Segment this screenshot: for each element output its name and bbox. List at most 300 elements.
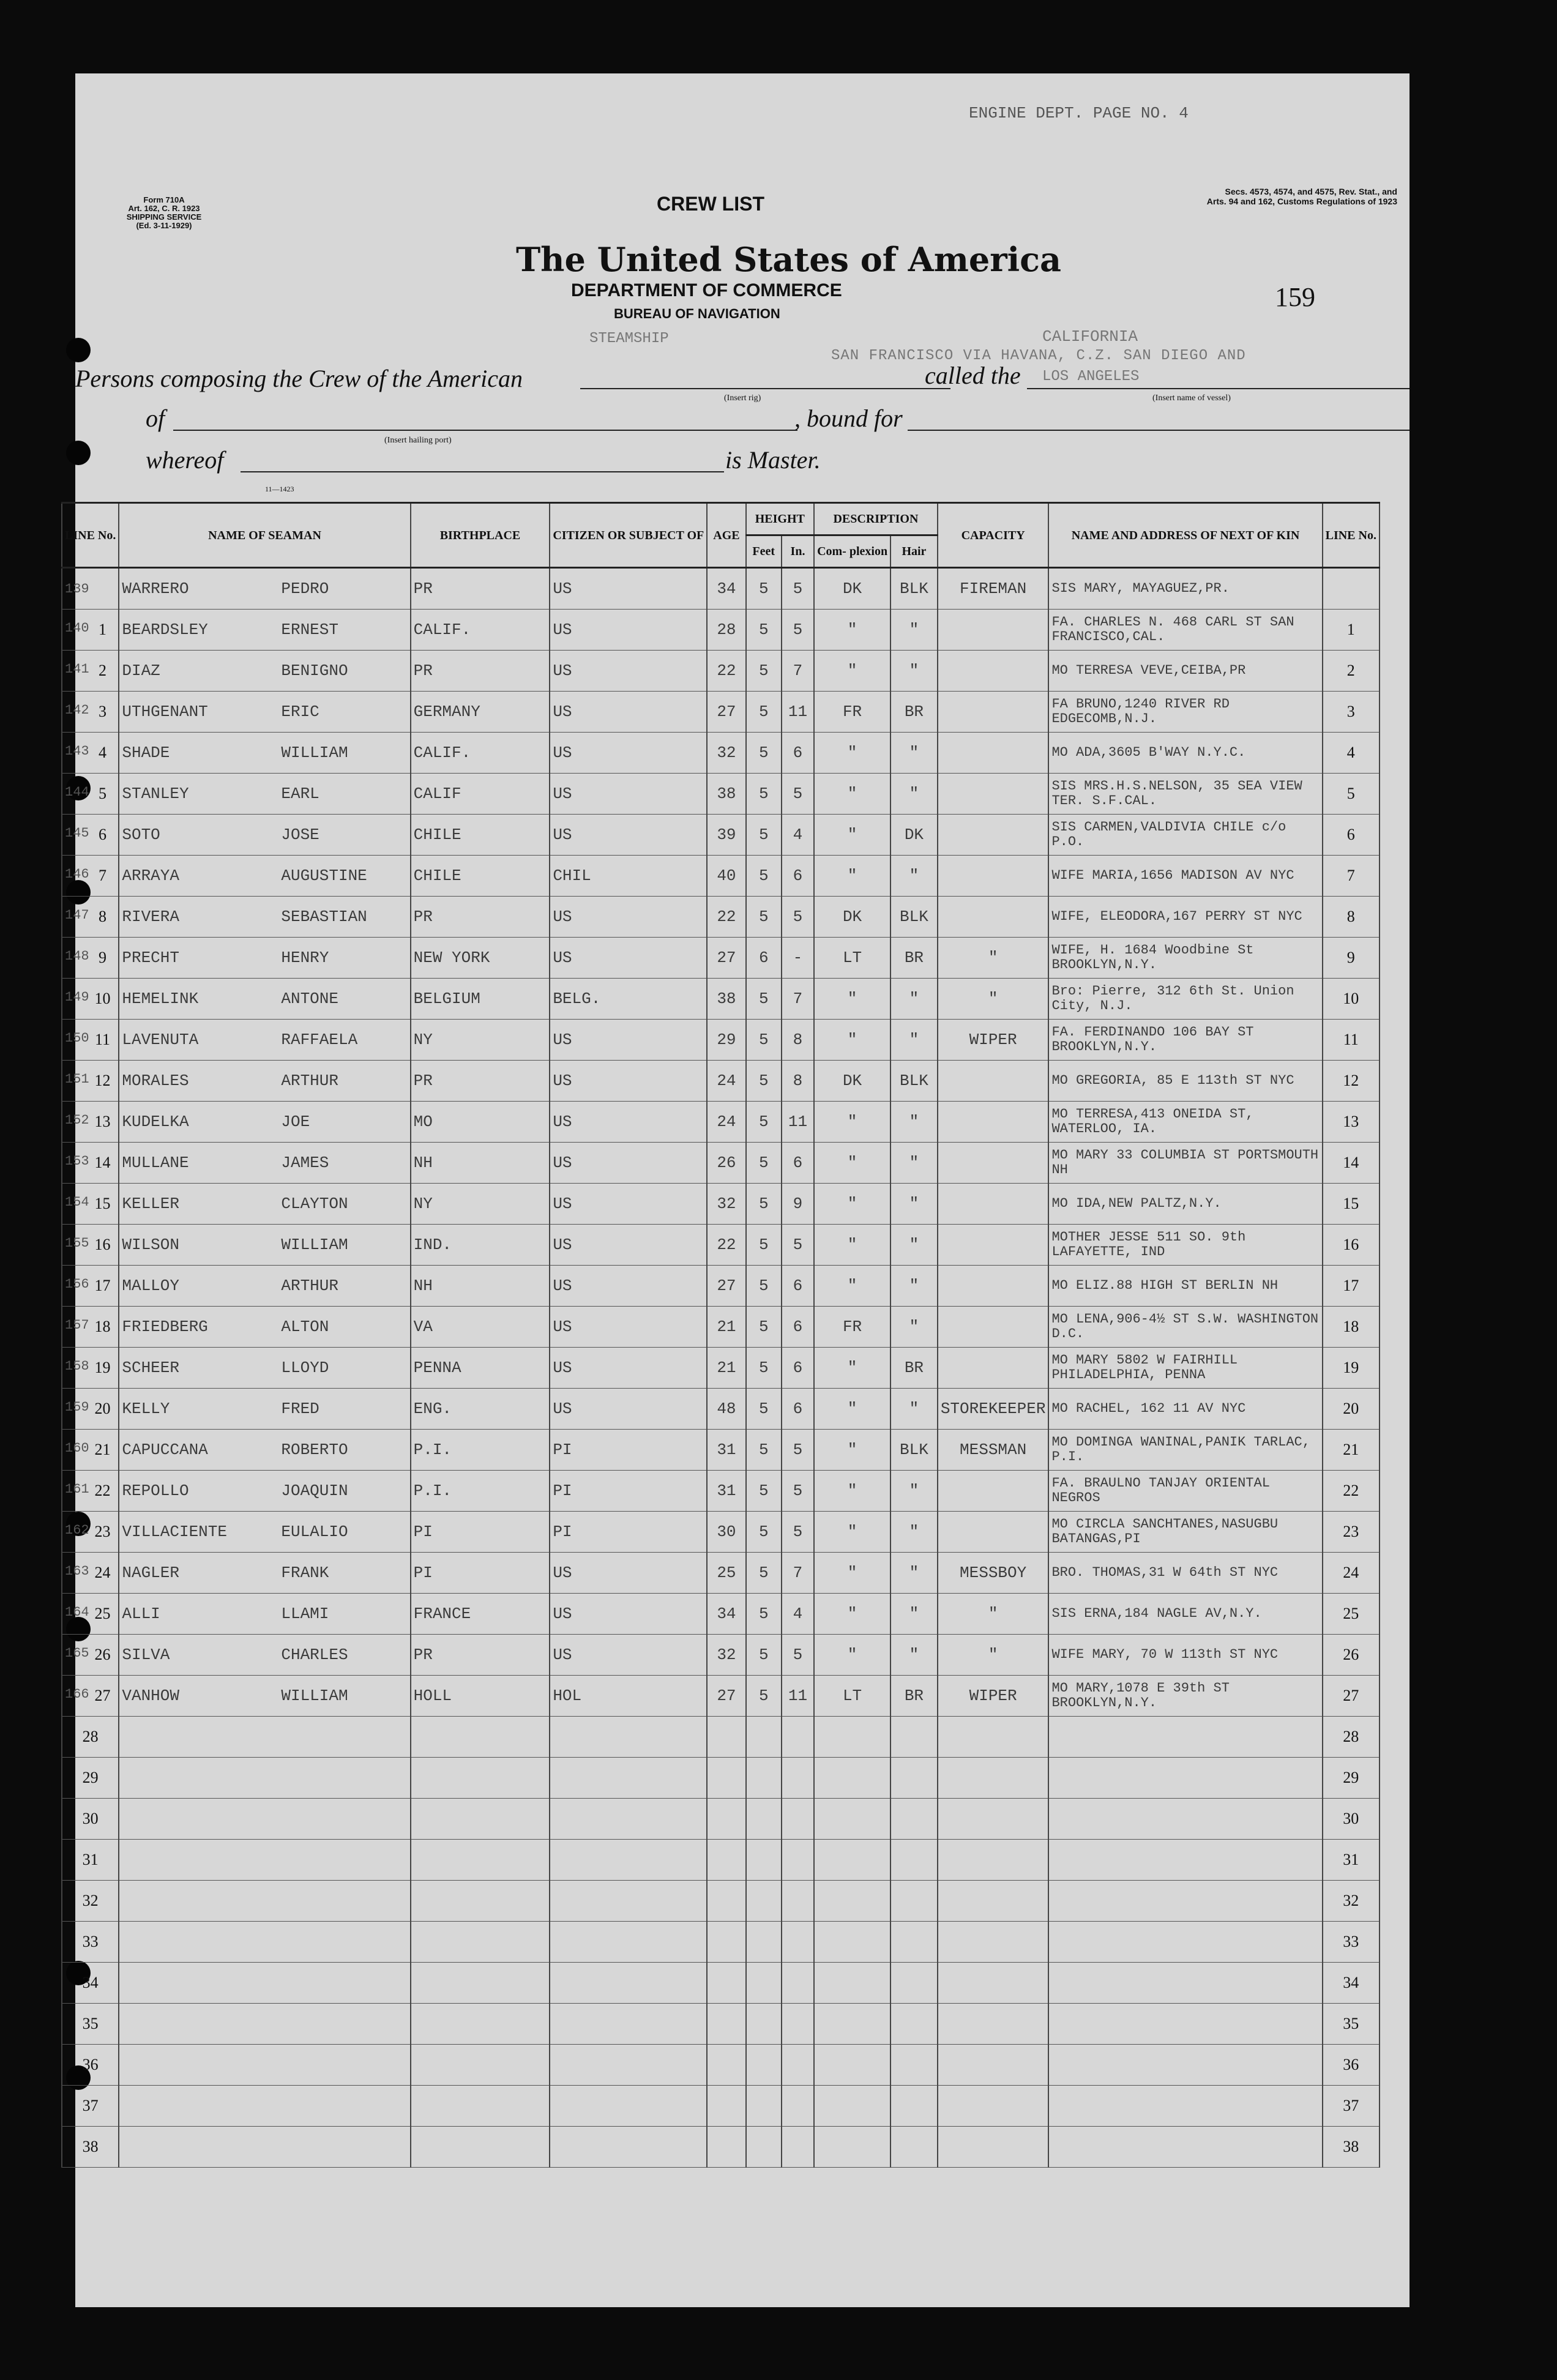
citizen-cell: US bbox=[550, 1184, 707, 1225]
line-number bbox=[62, 1963, 119, 2004]
capacity-cell: " bbox=[938, 1635, 1049, 1676]
statute-line-2: Arts. 94 and 162, Customs Regulations of 1923 bbox=[1206, 196, 1397, 206]
age-cell bbox=[707, 2086, 745, 2127]
birthplace-cell bbox=[411, 1881, 550, 1922]
line-number bbox=[62, 2127, 119, 2168]
surname: REPOLLO bbox=[122, 1482, 189, 1500]
table-row bbox=[62, 1553, 1380, 1594]
given-name: JOAQUIN bbox=[281, 1482, 348, 1500]
age-cell bbox=[707, 1881, 745, 1922]
height-feet-cell bbox=[746, 1922, 782, 1963]
capacity-cell bbox=[938, 1471, 1049, 1512]
complexion-cell bbox=[814, 1922, 891, 1963]
prior-line-number: 146 bbox=[65, 867, 89, 882]
col-line-no-right: LINE No. bbox=[1323, 503, 1380, 568]
birthplace-cell bbox=[411, 1799, 550, 1840]
height-feet-cell: 5 bbox=[746, 1635, 782, 1676]
next-of-kin-cell: MO DOMINGA WANINAL,PANIK TARLAC, P.I. bbox=[1048, 1430, 1322, 1471]
complexion-cell: FR bbox=[814, 1307, 891, 1348]
age-cell: 31 bbox=[707, 1430, 745, 1471]
punch-hole bbox=[66, 441, 91, 465]
capacity-cell bbox=[938, 2127, 1049, 2168]
given-name: ROBERTO bbox=[281, 1441, 348, 1459]
line-number-value: 10 bbox=[94, 990, 111, 1007]
seaman-name bbox=[119, 979, 410, 1020]
next-of-kin-cell: MO MARY,1078 E 39th ST BROOKLYN,N.Y. bbox=[1048, 1676, 1322, 1717]
given-name: LLAMI bbox=[281, 1605, 329, 1623]
line-number-value: 11 bbox=[94, 1031, 110, 1048]
crew-table-body bbox=[62, 568, 1380, 2168]
line-number-value: 16 bbox=[94, 1236, 111, 1253]
line-number bbox=[62, 1266, 119, 1307]
rig-hint: (Insert rig) bbox=[724, 394, 761, 403]
hair-cell: " bbox=[891, 610, 938, 651]
seaman-name bbox=[119, 815, 410, 856]
height-feet-cell: 5 bbox=[746, 1143, 782, 1184]
citizen-cell: HOL bbox=[550, 1676, 707, 1717]
given-name: ALTON bbox=[281, 1318, 329, 1336]
height-feet-cell bbox=[746, 1799, 782, 1840]
rig-line bbox=[580, 388, 950, 389]
complexion-cell: LT bbox=[814, 938, 891, 979]
next-of-kin-cell bbox=[1048, 1922, 1322, 1963]
table-row bbox=[62, 1799, 1380, 1840]
age-cell: 22 bbox=[707, 1225, 745, 1266]
line-number bbox=[62, 1840, 119, 1881]
table-row bbox=[62, 692, 1380, 733]
age-cell bbox=[707, 1717, 745, 1758]
citizen-cell: US bbox=[550, 1635, 707, 1676]
birthplace-cell: PR bbox=[411, 897, 550, 938]
line-number bbox=[62, 1799, 119, 1840]
line-number-value: 32 bbox=[82, 1892, 99, 1909]
birthplace-cell: PI bbox=[411, 1512, 550, 1553]
line-number-value: 18 bbox=[94, 1318, 111, 1335]
vessel-hint: (Insert name of vessel) bbox=[1152, 394, 1231, 403]
complexion-cell bbox=[814, 1881, 891, 1922]
printer-code: 11—1423 bbox=[265, 485, 294, 493]
birthplace-cell: P.I. bbox=[411, 1430, 550, 1471]
line-number bbox=[62, 1348, 119, 1389]
capacity-cell bbox=[938, 815, 1049, 856]
complexion-cell: " bbox=[814, 856, 891, 897]
table-row bbox=[62, 1758, 1380, 1799]
line-number-right: 22 bbox=[1323, 1471, 1380, 1512]
prior-line-number: 162 bbox=[65, 1523, 89, 1538]
line-number bbox=[62, 692, 119, 733]
line-number-right: 33 bbox=[1323, 1922, 1380, 1963]
line-number-right: 10 bbox=[1323, 979, 1380, 1020]
line-number-value: 27 bbox=[94, 1687, 111, 1704]
hair-cell: " bbox=[891, 1184, 938, 1225]
seaman-name bbox=[119, 2045, 410, 2086]
form-number: Form 710A bbox=[143, 195, 185, 204]
capacity-cell: MESSBOY bbox=[938, 1553, 1049, 1594]
seaman-name bbox=[119, 1225, 410, 1266]
height-inches-cell: 5 bbox=[782, 610, 814, 651]
surname: BEARDSLEY bbox=[122, 621, 208, 639]
surname: KELLY bbox=[122, 1400, 170, 1418]
citizen-cell bbox=[550, 1717, 707, 1758]
height-inches-cell: 6 bbox=[782, 1143, 814, 1184]
table-row bbox=[62, 1102, 1380, 1143]
next-of-kin-cell: SIS MRS.H.S.NELSON, 35 SEA VIEW TER. S.F.CAL. bbox=[1048, 774, 1322, 815]
capacity-cell bbox=[938, 1717, 1049, 1758]
capacity-cell bbox=[938, 1225, 1049, 1266]
surname: RIVERA bbox=[122, 908, 179, 926]
age-cell bbox=[707, 1963, 745, 2004]
height-inches-cell: 7 bbox=[782, 651, 814, 692]
hair-cell: " bbox=[891, 856, 938, 897]
col-birthplace: BIRTHPLACE bbox=[411, 503, 550, 568]
hair-cell: BR bbox=[891, 938, 938, 979]
citizen-cell: US bbox=[550, 568, 707, 610]
line-number bbox=[62, 2086, 119, 2127]
height-feet-cell: 5 bbox=[746, 1020, 782, 1061]
birthplace-cell: PENNA bbox=[411, 1348, 550, 1389]
height-feet-cell: 5 bbox=[746, 733, 782, 774]
birthplace-cell bbox=[411, 1922, 550, 1963]
line-number-right: 38 bbox=[1323, 2127, 1380, 2168]
citizen-cell: US bbox=[550, 1594, 707, 1635]
citizen-cell bbox=[550, 1840, 707, 1881]
surname: VANHOW bbox=[122, 1687, 179, 1705]
next-of-kin-cell bbox=[1048, 1963, 1322, 2004]
complexion-cell: " bbox=[814, 1512, 891, 1553]
height-feet-cell: 5 bbox=[746, 1102, 782, 1143]
line-number bbox=[62, 651, 119, 692]
line-number-value: 1 bbox=[98, 621, 106, 638]
given-name: WILLIAM bbox=[281, 1687, 348, 1705]
prior-line-number: 157 bbox=[65, 1318, 89, 1333]
age-cell: 27 bbox=[707, 692, 745, 733]
birthplace-cell: P.I. bbox=[411, 1471, 550, 1512]
next-of-kin-cell bbox=[1048, 2127, 1322, 2168]
birthplace-cell: PR bbox=[411, 568, 550, 610]
age-cell: 22 bbox=[707, 897, 745, 938]
complexion-cell: " bbox=[814, 1266, 891, 1307]
citizen-cell: US bbox=[550, 1266, 707, 1307]
seaman-name bbox=[119, 1881, 410, 1922]
birthplace-cell: NY bbox=[411, 1184, 550, 1225]
line-number-value: 28 bbox=[82, 1728, 99, 1745]
citizen-cell bbox=[550, 1881, 707, 1922]
age-cell: 29 bbox=[707, 1020, 745, 1061]
line-number-right: 20 bbox=[1323, 1389, 1380, 1430]
table-row bbox=[62, 1881, 1380, 1922]
line-number-right: 2 bbox=[1323, 651, 1380, 692]
next-of-kin-cell: Bro: Pierre, 312 6th St. Union City, N.J. bbox=[1048, 979, 1322, 1020]
bureau-heading: BUREAU OF NAVIGATION bbox=[614, 306, 780, 321]
age-cell: 24 bbox=[707, 1061, 745, 1102]
complexion-cell: " bbox=[814, 815, 891, 856]
seaman-name bbox=[119, 1020, 410, 1061]
whereof-label: whereof bbox=[146, 446, 224, 474]
birthplace-cell bbox=[411, 1717, 550, 1758]
line-number-value: 8 bbox=[98, 908, 106, 925]
table-row bbox=[62, 1184, 1380, 1225]
line-number bbox=[62, 938, 119, 979]
capacity-cell: FIREMAN bbox=[938, 568, 1049, 610]
height-inches-cell: 6 bbox=[782, 1348, 814, 1389]
prior-line-number: 151 bbox=[65, 1072, 89, 1087]
line-number-right: 35 bbox=[1323, 2004, 1380, 2045]
hair-cell: " bbox=[891, 1143, 938, 1184]
height-feet-cell: 5 bbox=[746, 1184, 782, 1225]
birthplace-cell: PR bbox=[411, 1635, 550, 1676]
line-number-right: 7 bbox=[1323, 856, 1380, 897]
height-feet-cell: 5 bbox=[746, 692, 782, 733]
complexion-cell: " bbox=[814, 1553, 891, 1594]
height-inches-cell: 11 bbox=[782, 1102, 814, 1143]
prior-line-number: 160 bbox=[65, 1441, 89, 1456]
line-number-value: 38 bbox=[82, 2138, 99, 2155]
route-value: SAN FRANCISCO VIA HAVANA, C.Z. SAN DIEGO AND bbox=[831, 348, 1246, 364]
hair-cell: " bbox=[891, 1635, 938, 1676]
height-inches-cell bbox=[782, 2127, 814, 2168]
citizen-cell bbox=[550, 1922, 707, 1963]
next-of-kin-cell: FA BRUNO,1240 RIVER RD EDGECOMB,N.J. bbox=[1048, 692, 1322, 733]
surname: KUDELKA bbox=[122, 1113, 189, 1131]
form-edition: (Ed. 3-11-1929) bbox=[136, 221, 192, 230]
table-row bbox=[62, 815, 1380, 856]
line-number-value: 21 bbox=[94, 1441, 111, 1458]
vessel-name: CALIFORNIA bbox=[1042, 327, 1138, 346]
seaman-name bbox=[119, 692, 410, 733]
height-feet-cell: 5 bbox=[746, 1553, 782, 1594]
next-of-kin-cell bbox=[1048, 1799, 1322, 1840]
line-number-right: 32 bbox=[1323, 1881, 1380, 1922]
citizen-cell: US bbox=[550, 1143, 707, 1184]
line-number bbox=[62, 1553, 119, 1594]
height-feet-cell: 5 bbox=[746, 651, 782, 692]
citizen-cell: US bbox=[550, 774, 707, 815]
line-number-value: 9 bbox=[98, 949, 106, 966]
hair-cell: " bbox=[891, 1102, 938, 1143]
height-feet-cell bbox=[746, 1881, 782, 1922]
given-name: WILLIAM bbox=[281, 1236, 348, 1254]
capacity-cell bbox=[938, 1963, 1049, 2004]
table-row bbox=[62, 774, 1380, 815]
line-number-value: 35 bbox=[82, 2015, 99, 2032]
citizen-cell bbox=[550, 2004, 707, 2045]
line-number-right: 27 bbox=[1323, 1676, 1380, 1717]
next-of-kin-cell: MO TERRESA,413 ONEIDA ST, WATERLOO, IA. bbox=[1048, 1102, 1322, 1143]
age-cell: 21 bbox=[707, 1307, 745, 1348]
line-number-value: 2 bbox=[98, 662, 106, 679]
line-number-right: 34 bbox=[1323, 1963, 1380, 2004]
table-row bbox=[62, 856, 1380, 897]
birthplace-cell: ENG. bbox=[411, 1389, 550, 1430]
prior-line-number: 158 bbox=[65, 1359, 89, 1374]
birthplace-cell bbox=[411, 1758, 550, 1799]
prior-line-number: 147 bbox=[65, 908, 89, 923]
crew-table bbox=[61, 502, 1380, 2168]
col-next-of-kin: NAME AND ADDRESS OF NEXT OF KIN bbox=[1048, 503, 1322, 568]
height-inches-cell bbox=[782, 2045, 814, 2086]
citizen-cell: US bbox=[550, 1307, 707, 1348]
given-name: HENRY bbox=[281, 949, 329, 967]
complexion-cell: FR bbox=[814, 692, 891, 733]
next-of-kin-cell: SIS MARY, MAYAGUEZ,PR. bbox=[1048, 568, 1322, 610]
capacity-cell bbox=[938, 1758, 1049, 1799]
height-inches-cell: 7 bbox=[782, 1553, 814, 1594]
surname: MORALES bbox=[122, 1072, 189, 1090]
vessel-line bbox=[1027, 388, 1410, 389]
citizen-cell: US bbox=[550, 815, 707, 856]
surname: MULLANE bbox=[122, 1154, 189, 1172]
birthplace-cell bbox=[411, 2086, 550, 2127]
height-feet-cell: 5 bbox=[746, 1430, 782, 1471]
seaman-name bbox=[119, 1430, 410, 1471]
prior-line-number: 143 bbox=[65, 744, 89, 759]
birthplace-cell: PI bbox=[411, 1553, 550, 1594]
line-number-value: 12 bbox=[94, 1072, 111, 1089]
surname: STANLEY bbox=[122, 785, 189, 803]
birthplace-cell bbox=[411, 2127, 550, 2168]
complexion-cell bbox=[814, 2086, 891, 2127]
birthplace-cell: NH bbox=[411, 1143, 550, 1184]
complexion-cell: " bbox=[814, 1102, 891, 1143]
line-number bbox=[62, 1717, 119, 1758]
next-of-kin-cell: WIFE MARY, 70 W 113th ST NYC bbox=[1048, 1635, 1322, 1676]
surname: FRIEDBERG bbox=[122, 1318, 208, 1336]
surname: ARRAYA bbox=[122, 867, 179, 885]
next-of-kin-cell: MO ADA,3605 B'WAY N.Y.C. bbox=[1048, 733, 1322, 774]
birthplace-cell bbox=[411, 1840, 550, 1881]
height-inches-cell: 5 bbox=[782, 1430, 814, 1471]
hair-cell bbox=[891, 2045, 938, 2086]
hair-cell: " bbox=[891, 1307, 938, 1348]
prior-line-number: 155 bbox=[65, 1236, 89, 1251]
given-name: RAFFAELA bbox=[281, 1031, 358, 1049]
line-number bbox=[62, 1471, 119, 1512]
table-row bbox=[62, 1020, 1380, 1061]
citizen-cell: US bbox=[550, 1389, 707, 1430]
age-cell: 26 bbox=[707, 1143, 745, 1184]
complexion-cell: " bbox=[814, 1635, 891, 1676]
line-number bbox=[62, 1020, 119, 1061]
height-inches-cell: 6 bbox=[782, 1307, 814, 1348]
birthplace-cell: CALIF. bbox=[411, 733, 550, 774]
height-inches-cell bbox=[782, 1922, 814, 1963]
given-name: FRED bbox=[281, 1400, 319, 1418]
statute-line-1: Secs. 4573, 4574, and 4575, Rev. Stat., and bbox=[1225, 187, 1397, 196]
next-of-kin-cell: MO GREGORIA, 85 E 113th ST NYC bbox=[1048, 1061, 1322, 1102]
col-citizen: CITIZEN OR SUBJECT OF bbox=[550, 503, 707, 568]
line-number bbox=[62, 1758, 119, 1799]
hair-cell bbox=[891, 1881, 938, 1922]
height-inches-cell: 5 bbox=[782, 774, 814, 815]
dept-stamp: ENGINE DEPT. PAGE NO. 4 bbox=[969, 104, 1189, 122]
age-cell bbox=[707, 1758, 745, 1799]
height-inches-cell: 11 bbox=[782, 1676, 814, 1717]
age-cell: 28 bbox=[707, 610, 745, 651]
given-name: ERIC bbox=[281, 703, 319, 721]
height-inches-cell: 4 bbox=[782, 815, 814, 856]
height-feet-cell: 5 bbox=[746, 856, 782, 897]
seaman-name bbox=[119, 1348, 410, 1389]
birthplace-cell: GERMANY bbox=[411, 692, 550, 733]
line-number-value: 26 bbox=[94, 1646, 111, 1663]
complexion-cell bbox=[814, 2127, 891, 2168]
hair-cell bbox=[891, 1840, 938, 1881]
capacity-cell bbox=[938, 2045, 1049, 2086]
col-hair: Hair bbox=[891, 535, 938, 568]
complexion-cell: " bbox=[814, 1430, 891, 1471]
hair-cell: BR bbox=[891, 1676, 938, 1717]
birthplace-cell: CALIF bbox=[411, 774, 550, 815]
age-cell bbox=[707, 1922, 745, 1963]
statute-reference bbox=[1146, 187, 1397, 206]
capacity-cell bbox=[938, 733, 1049, 774]
table-row bbox=[62, 1143, 1380, 1184]
complexion-cell: " bbox=[814, 1225, 891, 1266]
birthplace-cell: IND. bbox=[411, 1225, 550, 1266]
citizen-cell bbox=[550, 1963, 707, 2004]
line-number bbox=[62, 1143, 119, 1184]
given-name: BENIGNO bbox=[281, 662, 348, 680]
height-feet-cell: 6 bbox=[746, 938, 782, 979]
given-name: FRANK bbox=[281, 1564, 329, 1582]
citizen-cell: US bbox=[550, 1061, 707, 1102]
line-number bbox=[62, 1102, 119, 1143]
height-inches-cell: - bbox=[782, 938, 814, 979]
capacity-cell: STOREKEEPER bbox=[938, 1389, 1049, 1430]
line-number-right: 5 bbox=[1323, 774, 1380, 815]
citizen-cell bbox=[550, 1799, 707, 1840]
height-feet-cell: 5 bbox=[746, 1307, 782, 1348]
complexion-cell: " bbox=[814, 733, 891, 774]
birthplace-cell: FRANCE bbox=[411, 1594, 550, 1635]
line-number-right: 23 bbox=[1323, 1512, 1380, 1553]
hair-cell: BR bbox=[891, 692, 938, 733]
next-of-kin-cell bbox=[1048, 2045, 1322, 2086]
height-inches-cell bbox=[782, 1799, 814, 1840]
age-cell: 32 bbox=[707, 1184, 745, 1225]
line-number-right: 3 bbox=[1323, 692, 1380, 733]
line-number-value: 7 bbox=[98, 867, 106, 884]
table-row bbox=[62, 2086, 1380, 2127]
hair-cell: " bbox=[891, 1389, 938, 1430]
hair-cell: " bbox=[891, 1266, 938, 1307]
birthplace-cell: BELGIUM bbox=[411, 979, 550, 1020]
seaman-name bbox=[119, 2004, 410, 2045]
height-feet-cell bbox=[746, 2045, 782, 2086]
line-number-value: 19 bbox=[94, 1359, 111, 1376]
table-row bbox=[62, 1840, 1380, 1881]
line-number bbox=[62, 733, 119, 774]
line-number bbox=[62, 2004, 119, 2045]
height-inches-cell: 8 bbox=[782, 1020, 814, 1061]
capacity-cell bbox=[938, 2004, 1049, 2045]
of-label: of bbox=[146, 405, 165, 432]
capacity-cell: " bbox=[938, 938, 1049, 979]
age-cell: 27 bbox=[707, 938, 745, 979]
next-of-kin-cell bbox=[1048, 1881, 1322, 1922]
capacity-cell bbox=[938, 1348, 1049, 1389]
next-of-kin-cell bbox=[1048, 1758, 1322, 1799]
given-name: WILLIAM bbox=[281, 744, 348, 762]
given-name: EULALIO bbox=[281, 1523, 348, 1541]
line-number-right: 37 bbox=[1323, 2086, 1380, 2127]
given-name: EARL bbox=[281, 785, 319, 803]
seaman-name bbox=[119, 897, 410, 938]
height-feet-cell: 5 bbox=[746, 1348, 782, 1389]
line-number bbox=[62, 1881, 119, 1922]
line-number-right: 31 bbox=[1323, 1840, 1380, 1881]
col-complexion: Com- plexion bbox=[814, 535, 891, 568]
